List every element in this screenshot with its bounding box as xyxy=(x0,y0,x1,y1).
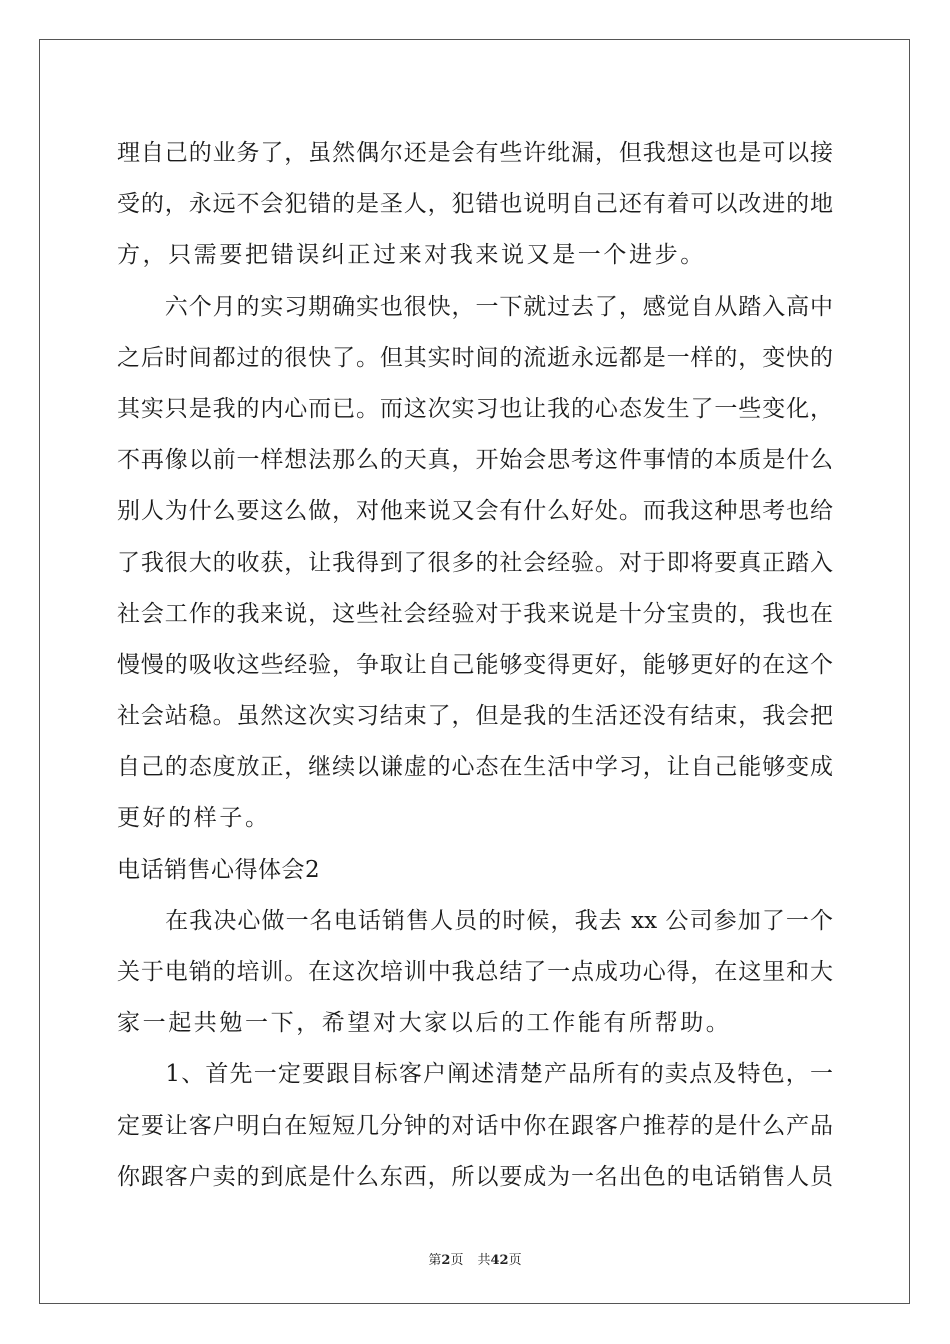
text-line: 受的，永远不会犯错的是圣人，犯错也说明自己还有着可以改进的地 xyxy=(117,191,833,218)
text-line: 了我很大的收获，让我得到了很多的社会经验。对于即将要真正踏入 xyxy=(117,549,833,576)
page-number: 2 xyxy=(441,1253,451,1268)
text-line: 更好的样子。 xyxy=(117,805,271,832)
text-line: 方，只需要把错误纠正过来对我来说又是一个进步。 xyxy=(117,242,706,269)
text-line: 之后时间都过的很快了。但其实时间的流逝永远都是一样的，变快的 xyxy=(117,344,833,371)
text-line: 在我决心做一名电话销售人员的时候，我去 xx 公司参加了一个 xyxy=(117,907,833,934)
text-line: 其实只是我的内心而已。而这次实习也让我的心态发生了一些变化， xyxy=(117,395,833,422)
text-line: 慢慢的吸收这些经验，争取让自己能够变得更好，能够更好的在这个 xyxy=(117,651,833,678)
document-body xyxy=(117,128,833,1203)
text-line: 社会站稳。虽然这次实习结束了，但是我的生活还没有结束，我会把 xyxy=(117,703,833,730)
page-footer xyxy=(0,1249,950,1268)
total-suffix: 页 xyxy=(508,1253,522,1268)
text-line: 六个月的实习期确实也很快，一下就过去了，感觉自从踏入高中 xyxy=(117,293,833,320)
text-line: 定要让客户明白在短短几分钟的对话中你在跟客户推荐的是什么产品 xyxy=(117,1112,833,1139)
total-prefix: 共 xyxy=(477,1253,491,1268)
text-line: 社会工作的我来说，这些社会经验对于我来说是十分宝贵的，我也在 xyxy=(117,600,833,627)
text-line: 理自己的业务了，虽然偶尔还是会有些许纰漏，但我想这也是可以接 xyxy=(117,140,833,166)
text-line: 1、首先一定要跟目标客户阐述清楚产品所有的卖点及特色，一 xyxy=(117,1061,833,1088)
page-prefix: 第 xyxy=(428,1253,442,1268)
text-line: 别人为什么要这么做，对他来说又会有什么好处。而我这种思考也给 xyxy=(117,498,833,525)
total-pages: 42 xyxy=(490,1253,509,1268)
text-line: 家一起共勉一下，希望对大家以后的工作能有所帮助。 xyxy=(117,1010,732,1037)
page-suffix: 页 xyxy=(450,1253,464,1268)
text-line: 关于电销的培训。在这次培训中我总结了一点成功心得，在这里和大 xyxy=(117,959,833,985)
text-line: 你跟客户卖的到底是什么东西，所以要成为一名出色的电话销售人员 xyxy=(117,1163,833,1190)
section-heading: 电话销售心得体会2 xyxy=(117,856,321,883)
text-line: 自己的态度放正，继续以谦虚的心态在生活中学习，让自己能够变成 xyxy=(117,754,833,781)
text-line: 不再像以前一样想法那么的天真，开始会思考这件事情的本质是什么 xyxy=(117,447,833,474)
